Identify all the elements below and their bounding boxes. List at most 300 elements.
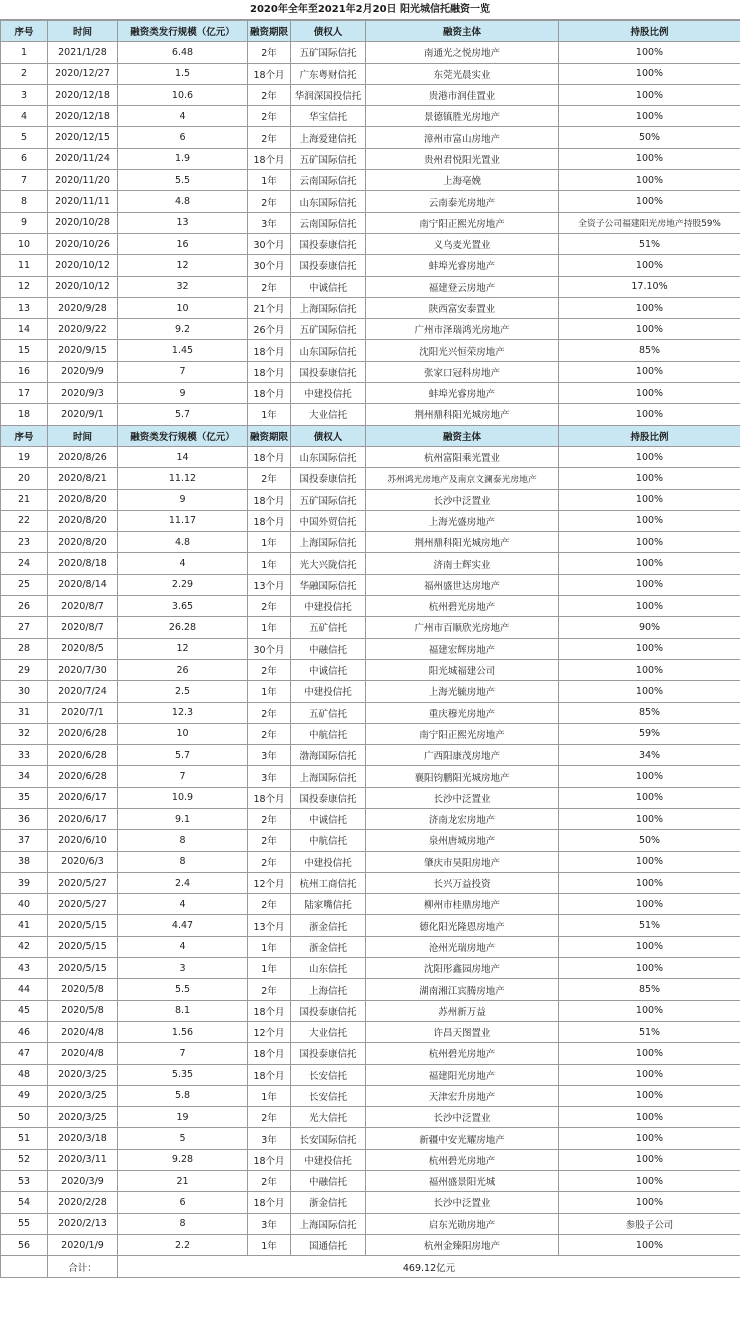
table-row <box>1 1149 740 1170</box>
header-date: 时间 <box>48 21 118 42</box>
cell-date: 2020/9/1 <box>48 404 118 425</box>
cell-index: 23 <box>1 532 48 553</box>
cell-share: 100% <box>559 1128 740 1149</box>
cell-term: 2年 <box>248 1171 291 1192</box>
cell-borrower: 阳光城福建公司 <box>366 659 559 680</box>
cell-share: 100% <box>559 1234 740 1255</box>
table-row <box>1 233 740 254</box>
cell-index: 37 <box>1 830 48 851</box>
cell-date: 2020/2/13 <box>48 1213 118 1234</box>
cell-borrower: 义乌麦光置业 <box>366 233 559 254</box>
cell-index: 42 <box>1 936 48 957</box>
cell-term: 30个月 <box>248 638 291 659</box>
cell-creditor: 大业信托 <box>291 1021 366 1042</box>
cell-index: 46 <box>1 1021 48 1042</box>
cell-borrower: 沈阳光兴恒荣房地产 <box>366 340 559 361</box>
table-row <box>1 361 740 382</box>
cell-date: 2020/5/15 <box>48 958 118 979</box>
cell-amount: 4.8 <box>118 191 248 212</box>
cell-index: 55 <box>1 1213 48 1234</box>
table-row <box>1 787 740 808</box>
cell-amount: 6 <box>118 127 248 148</box>
cell-date: 2020/4/8 <box>48 1021 118 1042</box>
cell-term: 18个月 <box>248 340 291 361</box>
cell-date: 2020/11/24 <box>48 148 118 169</box>
cell-index: 29 <box>1 659 48 680</box>
cell-amount: 14 <box>118 446 248 467</box>
cell-borrower: 启东光勋房地产 <box>366 1213 559 1234</box>
cell-amount: 8.1 <box>118 1000 248 1021</box>
cell-creditor: 渤海国际信托 <box>291 745 366 766</box>
cell-index: 49 <box>1 1085 48 1106</box>
cell-creditor: 国投泰康信托 <box>291 1043 366 1064</box>
cell-amount: 21 <box>118 1171 248 1192</box>
cell-creditor: 中融信托 <box>291 638 366 659</box>
cell-creditor: 中诚信托 <box>291 808 366 829</box>
cell-creditor: 广东粤财信托 <box>291 63 366 84</box>
cell-share: 100% <box>559 361 740 382</box>
cell-date: 2020/3/25 <box>48 1107 118 1128</box>
cell-term: 2年 <box>248 1107 291 1128</box>
cell-index: 26 <box>1 596 48 617</box>
cell-term: 12个月 <box>248 1021 291 1042</box>
cell-creditor: 长安国际信托 <box>291 1128 366 1149</box>
cell-date: 2020/10/28 <box>48 212 118 233</box>
table-row <box>1 915 740 936</box>
cell-term: 18个月 <box>248 1064 291 1085</box>
table-row <box>1 468 740 489</box>
cell-share: 全资子公司福建阳光房地产持股59% <box>559 212 740 233</box>
cell-date: 2020/8/21 <box>48 468 118 489</box>
table-row <box>1 276 740 297</box>
cell-creditor: 中国外贸信托 <box>291 510 366 531</box>
cell-creditor: 上海国际信托 <box>291 766 366 787</box>
cell-share: 100% <box>559 1043 740 1064</box>
cell-index: 22 <box>1 510 48 531</box>
table-row <box>1 574 740 595</box>
table-row <box>1 979 740 1000</box>
cell-index: 6 <box>1 148 48 169</box>
cell-share: 51% <box>559 233 740 254</box>
header-borrower: 融资主体 <box>366 21 559 42</box>
cell-borrower: 东莞光晨实业 <box>366 63 559 84</box>
cell-date: 2020/8/7 <box>48 617 118 638</box>
cell-creditor: 国投泰康信托 <box>291 468 366 489</box>
table-row <box>1 42 740 63</box>
cell-term: 1年 <box>248 1234 291 1255</box>
table-row <box>1 255 740 276</box>
cell-date: 2020/6/17 <box>48 808 118 829</box>
total-row <box>1 1256 740 1278</box>
cell-share: 50% <box>559 830 740 851</box>
table-row <box>1 617 740 638</box>
cell-date: 2020/6/10 <box>48 830 118 851</box>
cell-creditor: 中建投信托 <box>291 681 366 702</box>
cell-creditor: 国通信托 <box>291 1234 366 1255</box>
cell-share: 34% <box>559 745 740 766</box>
cell-date: 2020/6/28 <box>48 766 118 787</box>
table-row <box>1 553 740 574</box>
cell-index: 33 <box>1 745 48 766</box>
cell-date: 2020/3/25 <box>48 1085 118 1106</box>
cell-borrower: 济南士辉实业 <box>366 553 559 574</box>
cell-amount: 4.8 <box>118 532 248 553</box>
table-row <box>1 808 740 829</box>
cell-term: 21个月 <box>248 297 291 318</box>
cell-term: 30个月 <box>248 233 291 254</box>
cell-share: 100% <box>559 1000 740 1021</box>
cell-index: 7 <box>1 170 48 191</box>
cell-term: 2年 <box>248 659 291 680</box>
cell-index: 17 <box>1 383 48 404</box>
cell-share: 100% <box>559 319 740 340</box>
cell-index: 32 <box>1 723 48 744</box>
cell-amount: 10 <box>118 297 248 318</box>
cell-amount: 13 <box>118 212 248 233</box>
cell-term: 2年 <box>248 468 291 489</box>
cell-creditor: 华融国际信托 <box>291 574 366 595</box>
cell-creditor: 浙金信托 <box>291 1192 366 1213</box>
cell-date: 2020/2/28 <box>48 1192 118 1213</box>
table-row <box>1 958 740 979</box>
cell-creditor: 国投泰康信托 <box>291 233 366 254</box>
cell-term: 18个月 <box>248 1000 291 1021</box>
cell-creditor: 光大兴陇信托 <box>291 553 366 574</box>
header-term: 融资期限 <box>248 21 291 42</box>
cell-creditor: 五矿国际信托 <box>291 319 366 340</box>
cell-index: 48 <box>1 1064 48 1085</box>
table-row <box>1 63 740 84</box>
table-row <box>1 148 740 169</box>
cell-index: 31 <box>1 702 48 723</box>
cell-creditor: 山东国际信托 <box>291 191 366 212</box>
cell-borrower: 杭州碧光房地产 <box>366 1149 559 1170</box>
cell-borrower: 湖南湘江宾腾房地产 <box>366 979 559 1000</box>
cell-index: 20 <box>1 468 48 489</box>
cell-date: 2020/5/27 <box>48 894 118 915</box>
cell-term: 18个月 <box>248 446 291 467</box>
cell-borrower: 泉州唐城房地产 <box>366 830 559 851</box>
cell-borrower: 福建登云房地产 <box>366 276 559 297</box>
cell-creditor: 国投泰康信托 <box>291 1000 366 1021</box>
cell-share: 100% <box>559 851 740 872</box>
cell-term: 18个月 <box>248 383 291 404</box>
cell-index: 15 <box>1 340 48 361</box>
cell-borrower: 张家口冠科房地产 <box>366 361 559 382</box>
table-row <box>1 106 740 127</box>
cell-borrower: 广州市百顺欣光房地产 <box>366 617 559 638</box>
table-row <box>1 1021 740 1042</box>
cell-borrower: 广州市泽瑞鸿光房地产 <box>366 319 559 340</box>
cell-creditor: 上海国际信托 <box>291 1213 366 1234</box>
cell-amount: 1.45 <box>118 340 248 361</box>
cell-amount: 5.5 <box>118 170 248 191</box>
cell-date: 2020/8/20 <box>48 489 118 510</box>
cell-borrower: 杭州碧光房地产 <box>366 596 559 617</box>
cell-share: 100% <box>559 63 740 84</box>
cell-term: 1年 <box>248 617 291 638</box>
cell-creditor: 云南国际信托 <box>291 170 366 191</box>
cell-term: 18个月 <box>248 510 291 531</box>
cell-share: 100% <box>559 84 740 105</box>
cell-share: 100% <box>559 659 740 680</box>
cell-share: 100% <box>559 106 740 127</box>
table-row <box>1 319 740 340</box>
cell-borrower: 蚌埠光睿房地产 <box>366 255 559 276</box>
cell-date: 2020/8/20 <box>48 510 118 531</box>
table-row <box>1 894 740 915</box>
cell-term: 1年 <box>248 936 291 957</box>
table-row <box>1 659 740 680</box>
cell-index: 14 <box>1 319 48 340</box>
cell-date: 2020/8/26 <box>48 446 118 467</box>
cell-creditor: 五矿信托 <box>291 702 366 723</box>
cell-share: 100% <box>559 468 740 489</box>
cell-amount: 1.5 <box>118 63 248 84</box>
table-row <box>1 1000 740 1021</box>
cell-term: 30个月 <box>248 255 291 276</box>
cell-amount: 4 <box>118 106 248 127</box>
cell-date: 2020/5/8 <box>48 979 118 1000</box>
cell-share: 85% <box>559 340 740 361</box>
cell-share: 100% <box>559 489 740 510</box>
cell-term: 12个月 <box>248 872 291 893</box>
cell-borrower: 云南泰光房地产 <box>366 191 559 212</box>
table-row <box>1 872 740 893</box>
cell-share: 100% <box>559 808 740 829</box>
cell-index: 1 <box>1 42 48 63</box>
cell-index: 4 <box>1 106 48 127</box>
cell-amount: 9 <box>118 489 248 510</box>
cell-index: 35 <box>1 787 48 808</box>
cell-share: 100% <box>559 404 740 425</box>
cell-term: 1年 <box>248 404 291 425</box>
cell-amount: 11.12 <box>118 468 248 489</box>
cell-amount: 2.2 <box>118 1234 248 1255</box>
cell-borrower: 福建宏辉房地产 <box>366 638 559 659</box>
cell-borrower: 苏州鸿光房地产及南京文澜泰光房地产 <box>366 468 559 489</box>
cell-term: 3年 <box>248 766 291 787</box>
cell-borrower: 新疆中安光耀房地产 <box>366 1128 559 1149</box>
table-row <box>1 1213 740 1234</box>
cell-creditor: 山东国际信托 <box>291 446 366 467</box>
cell-date: 2020/5/15 <box>48 936 118 957</box>
cell-term: 3年 <box>248 745 291 766</box>
cell-amount: 8 <box>118 1213 248 1234</box>
cell-share: 100% <box>559 297 740 318</box>
cell-amount: 7 <box>118 1043 248 1064</box>
cell-date: 2020/3/18 <box>48 1128 118 1149</box>
cell-date: 2020/6/28 <box>48 723 118 744</box>
cell-date: 2020/10/12 <box>48 255 118 276</box>
table-row <box>1 1085 740 1106</box>
cell-amount: 9.2 <box>118 319 248 340</box>
table-row <box>1 1064 740 1085</box>
cell-date: 2020/11/20 <box>48 170 118 191</box>
cell-term: 1年 <box>248 958 291 979</box>
cell-amount: 12.3 <box>118 702 248 723</box>
cell-date: 2020/6/3 <box>48 851 118 872</box>
cell-creditor: 国投泰康信托 <box>291 361 366 382</box>
cell-share: 85% <box>559 702 740 723</box>
cell-term: 18个月 <box>248 489 291 510</box>
cell-date: 2020/1/9 <box>48 1234 118 1255</box>
cell-index: 3 <box>1 84 48 105</box>
cell-amount: 6.48 <box>118 42 248 63</box>
cell-term: 18个月 <box>248 148 291 169</box>
cell-borrower: 陕西富安泰置业 <box>366 297 559 318</box>
cell-term: 1年 <box>248 553 291 574</box>
cell-term: 1年 <box>248 532 291 553</box>
cell-borrower: 广西阳康茂房地产 <box>366 745 559 766</box>
cell-creditor: 云南国际信托 <box>291 212 366 233</box>
cell-term: 2年 <box>248 106 291 127</box>
table-body <box>1 21 740 1278</box>
cell-index: 34 <box>1 766 48 787</box>
cell-creditor: 国投泰康信托 <box>291 255 366 276</box>
cell-index: 9 <box>1 212 48 233</box>
cell-share: 100% <box>559 42 740 63</box>
cell-amount: 9.1 <box>118 808 248 829</box>
cell-share: 100% <box>559 787 740 808</box>
cell-index: 52 <box>1 1149 48 1170</box>
cell-amount: 7 <box>118 766 248 787</box>
cell-creditor: 中建投信托 <box>291 383 366 404</box>
cell-index: 10 <box>1 233 48 254</box>
cell-date: 2020/9/3 <box>48 383 118 404</box>
cell-creditor: 上海国际信托 <box>291 532 366 553</box>
cell-borrower: 荆州鼎科阳光城房地产 <box>366 532 559 553</box>
cell-share: 17.10% <box>559 276 740 297</box>
cell-term: 2年 <box>248 596 291 617</box>
cell-creditor: 山东信托 <box>291 958 366 979</box>
cell-index: 43 <box>1 958 48 979</box>
cell-share: 100% <box>559 532 740 553</box>
cell-amount: 9 <box>118 383 248 404</box>
table-row <box>1 723 740 744</box>
cell-borrower: 南宁阳正熙光房地产 <box>366 212 559 233</box>
table-row <box>1 404 740 425</box>
cell-date: 2020/7/1 <box>48 702 118 723</box>
cell-share: 51% <box>559 915 740 936</box>
cell-date: 2020/12/18 <box>48 84 118 105</box>
cell-borrower: 长沙中泛置业 <box>366 489 559 510</box>
cell-index: 53 <box>1 1171 48 1192</box>
cell-term: 2年 <box>248 979 291 1000</box>
cell-index: 28 <box>1 638 48 659</box>
cell-date: 2020/12/18 <box>48 106 118 127</box>
total-empty-cell <box>1 1256 48 1278</box>
cell-amount: 1.9 <box>118 148 248 169</box>
table-row <box>1 766 740 787</box>
table-row <box>1 489 740 510</box>
cell-date: 2020/8/18 <box>48 553 118 574</box>
cell-term: 13个月 <box>248 915 291 936</box>
cell-amount: 5.8 <box>118 1085 248 1106</box>
cell-share: 90% <box>559 617 740 638</box>
cell-term: 2年 <box>248 127 291 148</box>
table-header-row <box>1 425 740 446</box>
table-row <box>1 1128 740 1149</box>
cell-share: 100% <box>559 510 740 531</box>
cell-term: 2年 <box>248 702 291 723</box>
cell-term: 3年 <box>248 212 291 233</box>
cell-date: 2020/10/12 <box>48 276 118 297</box>
cell-share: 100% <box>559 1064 740 1085</box>
cell-index: 50 <box>1 1107 48 1128</box>
cell-date: 2020/8/5 <box>48 638 118 659</box>
cell-amount: 3.65 <box>118 596 248 617</box>
cell-index: 2 <box>1 63 48 84</box>
cell-borrower: 杭州碧光房地产 <box>366 1043 559 1064</box>
cell-amount: 16 <box>118 233 248 254</box>
cell-creditor: 光大信托 <box>291 1107 366 1128</box>
cell-index: 12 <box>1 276 48 297</box>
table-row <box>1 1171 740 1192</box>
cell-term: 2年 <box>248 851 291 872</box>
cell-date: 2020/5/27 <box>48 872 118 893</box>
cell-amount: 4 <box>118 936 248 957</box>
table-row <box>1 510 740 531</box>
cell-creditor: 长安信托 <box>291 1085 366 1106</box>
cell-borrower: 长沙中泛置业 <box>366 787 559 808</box>
cell-amount: 4 <box>118 894 248 915</box>
table-row <box>1 212 740 233</box>
header-date: 时间 <box>48 425 118 446</box>
cell-amount: 26.28 <box>118 617 248 638</box>
table-row <box>1 1192 740 1213</box>
cell-borrower: 上海光毓房地产 <box>366 681 559 702</box>
cell-date: 2020/3/25 <box>48 1064 118 1085</box>
header-creditor: 债权人 <box>291 21 366 42</box>
cell-index: 13 <box>1 297 48 318</box>
cell-date: 2020/9/28 <box>48 297 118 318</box>
cell-amount: 11.17 <box>118 510 248 531</box>
table-title: 2020年全年至2021年2月20日 阳光城信托融资一览 <box>0 0 740 20</box>
cell-index: 16 <box>1 361 48 382</box>
table-row <box>1 936 740 957</box>
cell-borrower: 德化阳光隆恩房地产 <box>366 915 559 936</box>
cell-date: 2020/9/9 <box>48 361 118 382</box>
cell-borrower: 许昌天图置业 <box>366 1021 559 1042</box>
cell-amount: 5.5 <box>118 979 248 1000</box>
cell-term: 18个月 <box>248 1192 291 1213</box>
cell-amount: 7 <box>118 361 248 382</box>
table-row <box>1 830 740 851</box>
cell-share: 100% <box>559 681 740 702</box>
cell-borrower: 贵州君悦阳光置业 <box>366 148 559 169</box>
cell-index: 11 <box>1 255 48 276</box>
table-row <box>1 1107 740 1128</box>
cell-creditor: 大业信托 <box>291 404 366 425</box>
cell-creditor: 陆家嘴信托 <box>291 894 366 915</box>
cell-term: 26个月 <box>248 319 291 340</box>
cell-amount: 5.7 <box>118 745 248 766</box>
cell-borrower: 沈阳彤鑫园房地产 <box>366 958 559 979</box>
cell-term: 13个月 <box>248 574 291 595</box>
cell-share: 参股子公司 <box>559 1213 740 1234</box>
header-amount: 融资类发行规模（亿元） <box>118 21 248 42</box>
cell-creditor: 中诚信托 <box>291 659 366 680</box>
cell-borrower: 济南龙宏房地产 <box>366 808 559 829</box>
cell-amount: 32 <box>118 276 248 297</box>
cell-borrower: 苏州新万益 <box>366 1000 559 1021</box>
cell-share: 100% <box>559 191 740 212</box>
cell-borrower: 柳州市桂鼎房地产 <box>366 894 559 915</box>
header-index: 序号 <box>1 425 48 446</box>
cell-term: 1年 <box>248 170 291 191</box>
cell-date: 2020/8/7 <box>48 596 118 617</box>
